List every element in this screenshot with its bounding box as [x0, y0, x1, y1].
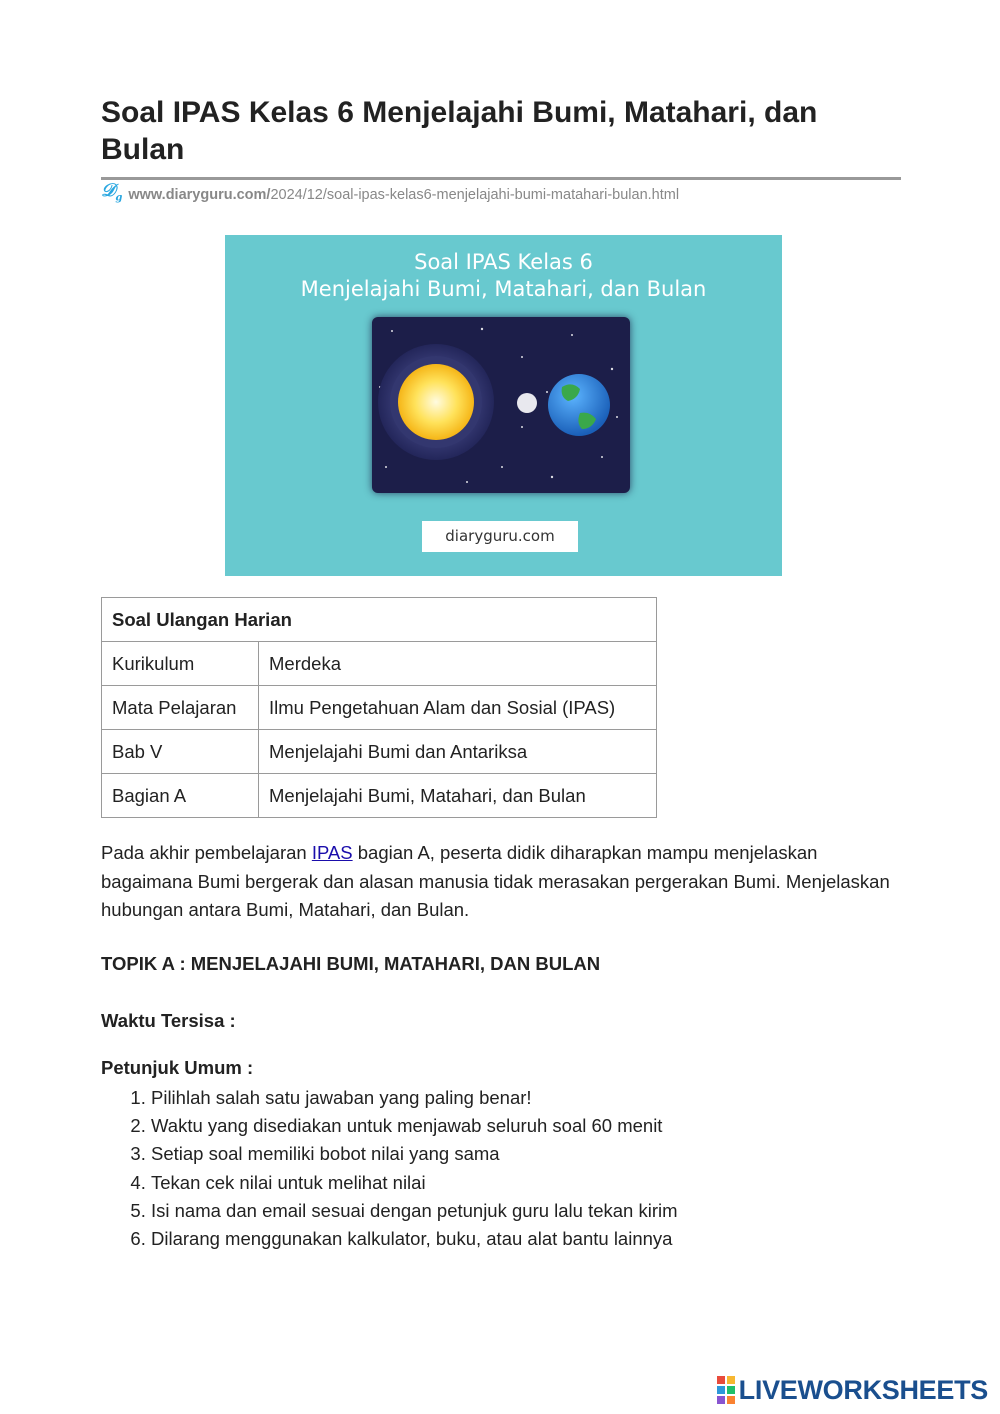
- hero-site-label: diaryguru.com: [422, 521, 578, 552]
- source-path: 2024/12/soal-ipas-kelas6-menjelajahi-bumi-matahari-bulan.html: [270, 187, 680, 203]
- instructions-heading: Petunjuk Umum :: [101, 1057, 254, 1078]
- hero-title-line1: Soal IPAS Kelas 6: [414, 250, 593, 274]
- topic-heading: TOPIK A : MENJELAJAHI BUMI, MATAHARI, DAN BULAN: [101, 953, 601, 974]
- table-header-row: [102, 598, 657, 642]
- sun-moon-earth-icon: [372, 317, 630, 493]
- hero-title: [225, 249, 782, 303]
- intro-paragraph: [101, 839, 901, 925]
- table-key: Mata Pelajaran: [102, 686, 259, 730]
- liveworksheets-wordmark: LIVEWORKSHEETS: [738, 1374, 988, 1405]
- liveworksheets-grid-icon: [717, 1376, 735, 1404]
- intro-text-end: bagian A, peserta didik diharapkan mampu menjelaskan bagaimana Bumi bergerak dan alasan manusia tidak merasakan pergerakan Bumi. Menjelaskan hubungan antara Bumi, Matahari, dan Bulan.: [101, 842, 890, 920]
- table-key: Bab V: [102, 730, 259, 774]
- table-key: Kurikulum: [102, 642, 259, 686]
- hero-image: [225, 235, 782, 576]
- list-item: 1. Pilihlah salah satu jawaban yang paling benar!: [151, 1084, 678, 1112]
- table-row: [102, 642, 657, 686]
- liveworksheets-logo[interactable]: [717, 1372, 988, 1408]
- list-item: 2. Waktu yang disediakan untuk menjawab seluruh soal 60 menit: [151, 1112, 678, 1140]
- source-link[interactable]: [101, 180, 901, 205]
- title-divider: [101, 177, 901, 180]
- table-value: Menjelajahi Bumi dan Antariksa: [259, 730, 657, 774]
- space-illustration: [372, 317, 630, 493]
- list-item: 5. Isi nama dan email sesuai dengan petunjuk guru lalu tekan kirim: [151, 1197, 678, 1225]
- table-value: Ilmu Pengetahuan Alam dan Sosial (IPAS): [259, 686, 657, 730]
- page-title: Soal IPAS Kelas 6 Menjelajahi Bumi, Matahari, dan Bulan: [101, 96, 818, 166]
- diaryguru-logo-icon: 𝒟$_g$: [101, 180, 123, 204]
- table-header: Soal Ulangan Harian: [102, 598, 657, 642]
- table-value: Menjelajahi Bumi, Matahari, dan Bulan: [259, 774, 657, 818]
- list-item: 6. Dilarang menggunakan kalkulator, buku, atau alat bantu lainnya: [151, 1225, 678, 1253]
- table-value: Merdeka: [259, 642, 657, 686]
- hero-title-line2: Menjelajahi Bumi, Matahari, dan Bulan: [300, 277, 707, 301]
- source-domain: www.diaryguru.com/: [128, 187, 271, 203]
- time-remaining-label: Waktu Tersisa :: [101, 1010, 236, 1031]
- table-row: [102, 686, 657, 730]
- table-row: [102, 730, 657, 774]
- instructions-list: [101, 1084, 678, 1253]
- list-item: 3. Setiap soal memiliki bobot nilai yang sama: [151, 1140, 678, 1168]
- table-row: [102, 774, 657, 818]
- list-item: 4. Tekan cek nilai untuk melihat nilai: [151, 1169, 678, 1197]
- ipas-link[interactable]: IPAS: [311, 842, 353, 863]
- table-key: Bagian A: [102, 774, 259, 818]
- intro-text-start: Pada akhir pembelajaran: [101, 842, 312, 863]
- info-table: [101, 597, 657, 818]
